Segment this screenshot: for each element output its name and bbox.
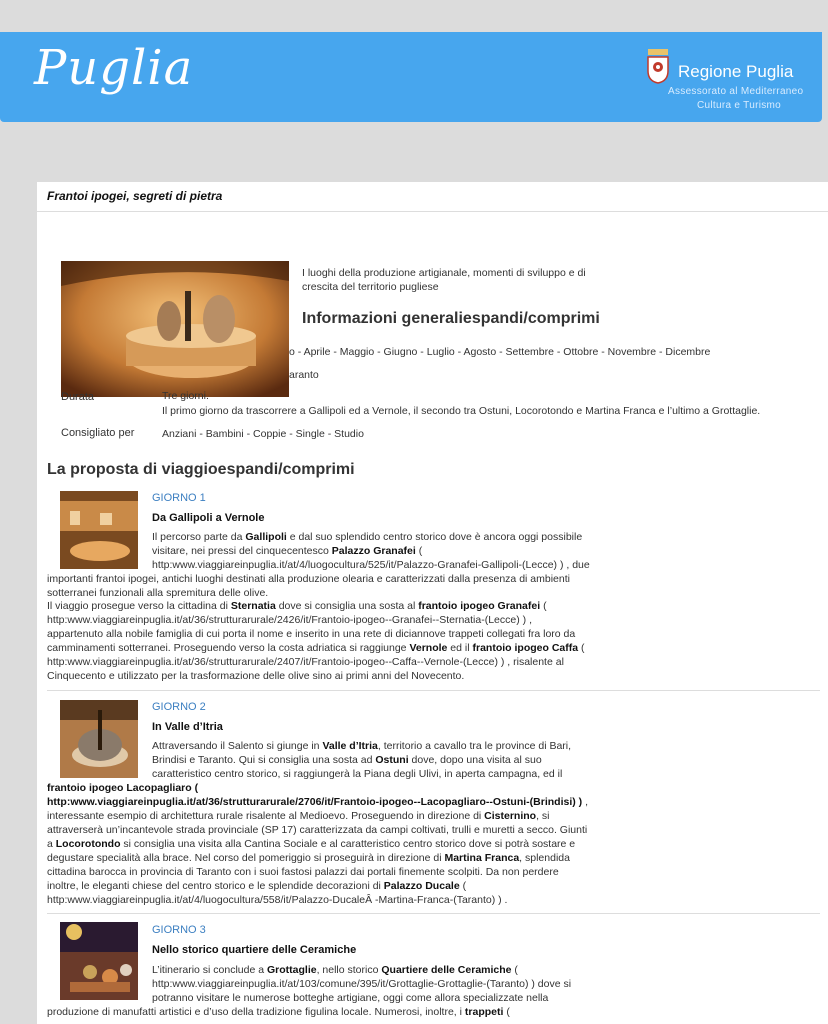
- divider: [47, 690, 820, 691]
- day2-link2[interactable]: http:www.viaggiareinpuglia.it/at/4/luogocultura/558/it/Palazzo-DucaleÂ -Martina-Franca-(Taranto) ) .: [47, 894, 508, 906]
- day2-line1: Attraversando il Salento si giunge in Valle d’Itria, territorio a cavallo tra le province di Bari,: [152, 740, 572, 752]
- consigliato-value: Anziani - Bambini - Coppie - Single - Studio: [162, 428, 364, 440]
- day1-link1[interactable]: http:www.viaggiareinpuglia.it/at/4/luogocultura/525/it/Palazzo-Granafei-Gallipoli-(Lecce) ) , due: [152, 559, 590, 571]
- day1-label[interactable]: GIORNO 1: [152, 492, 206, 504]
- day2-link1[interactable]: http:www.viaggiareinpuglia.it/at/36/strutturarurale/2706/it/Frantoio-ipogeo--Lacopagliaro--Ostuni-(Brindisi) ) ,: [47, 796, 588, 808]
- intro-text: I luoghi della produzione artigianale, momenti di sviluppo e di crescita del territorio pugliese: [302, 267, 586, 293]
- day2-line6: interessante esempio di architettura rurale risalente al Medioevo. Proseguendo in direzione di Cisternino, si: [47, 810, 550, 822]
- day2-line7: attraverserà un’incantevole strada provinciale (SP 17) caratterizzata da campi coltivati, trulli e muretti a secco. Giunti: [47, 824, 588, 836]
- day3-label[interactable]: GIORNO 3: [152, 924, 206, 936]
- day1-photo: [60, 491, 138, 569]
- durata-label: Durata: [61, 391, 95, 403]
- day2-photo: [60, 700, 138, 778]
- day1-line11: Cinquecento e utilizzato per la trasformazione delle olive sino ai primi anni del Novecento.: [47, 670, 465, 682]
- day1-line1: Il percorso parte da Gallipoli e dal suo splendido centro storico dove è ancora oggi possibile: [152, 531, 583, 543]
- page-title: Frantoi ipogei, segreti di pietra: [47, 189, 223, 203]
- durata-value: Tre giorni.: [162, 390, 209, 402]
- day1-line2: visitare, nei pressi del cinquecentesco Palazzo Granafei (: [152, 545, 423, 557]
- day1-line8: appartenuto alla nobile famiglia di cui porta il nome e inserito in una rete di diciannove trappeti collegati fra loro da: [47, 628, 576, 640]
- region-subtitle-1: Assessorato al Mediterraneo: [668, 86, 804, 97]
- day2-line11: inoltre, le eleganti chiese del centro storico e le splendide decorazioni di Palazzo Ducale (: [47, 880, 467, 892]
- day3-photo: [60, 922, 138, 1000]
- day2-line9: degustare specialità alla brace. Nel corso del pomeriggio si proseguirà in direzione di Martina Franca, splendida: [47, 852, 570, 864]
- puglia-logo[interactable]: Puglia: [34, 40, 194, 96]
- info-heading[interactable]: Informazioni generaliespandi/comprimi: [302, 310, 600, 327]
- day1-line4: importanti frantoi ipogei, antichi luoghi destinati alla produzione olearia e caratterizzati dalla presenza di ambienti: [47, 573, 570, 585]
- day1-line9: camminamenti sotterranei. Proseguendo verso la costa adriatica si raggiunge Vernole ed il frantoio ipogeo Caffa (: [47, 642, 585, 654]
- place-text: aranto: [289, 369, 319, 381]
- day2-line10: cittadina barocca in provincia di Taranto con i suoi fastosi palazzi dai portali finemente scolpiti. Da non perdere: [47, 866, 559, 878]
- day2-line8: a Locorotondo si consiglia una visita alla Cantina Sociale e al caratteristico centro storico dove si potrà sostare e: [47, 838, 576, 850]
- day1-link2[interactable]: http:www.viaggiareinpuglia.it/at/36/strutturarurale/2426/it/Frantoio-ipogeo--Granafei--Sternatia-(Lecce) ) ,: [47, 614, 532, 626]
- day2-label[interactable]: GIORNO 2: [152, 701, 206, 713]
- day1-line6: Il viaggio prosegue verso la cittadina di Sternatia dove si consiglia una sosta al frantoio ipogeo Granafei (: [47, 600, 547, 612]
- day3-line4: produzione di manufatti artistici e d’uso della tradizione figulina locale. Numerosi, inoltre, i trappeti (: [47, 1006, 510, 1018]
- day1-link3[interactable]: http:www.viaggiareinpuglia.it/at/36/strutturarurale/2407/it/Frantoio-ipogeo--Caffa--Vernole-(Lecce) ) , risalente al: [47, 656, 564, 668]
- durata-detail: Il primo giorno da trascorrere a Gallipoli ed a Vernole, il secondo tra Ostuni, Locorotondo e Martina Franca e l’ultimo a Grottaglie.: [162, 405, 761, 417]
- day1-line5: sotterranei funzionali alla spremitura delle olive.: [47, 587, 269, 599]
- consigliato-label: Consigliato per: [61, 427, 135, 439]
- day1-subtitle: Da Gallipoli a Vernole: [152, 512, 265, 524]
- day2-line3: caratteristico centro storico, si raggiungerà la Piana degli Ulivi, in aperta campagna, ed il: [152, 768, 563, 780]
- day3-line1: L’itinerario si conclude a Grottaglie, nello storico Quartiere delle Ceramiche (: [152, 964, 518, 976]
- region-subtitle-2: Cultura e Turismo: [697, 100, 782, 111]
- day2-line2: Brindisi e Taranto. Qui si consiglia una sosta ad Ostuni dove, dopo una visita al suo: [152, 754, 542, 766]
- region-title[interactable]: Regione Puglia: [678, 62, 794, 81]
- day2-subtitle: In Valle d’Itria: [152, 721, 223, 733]
- divider: [47, 913, 820, 914]
- months-text: o - Aprile - Maggio - Giugno - Luglio - Agosto - Settembre - Ottobre - Novembre - Dicembre: [289, 346, 711, 358]
- proposta-heading[interactable]: La proposta di viaggioespandi/comprimi: [47, 461, 355, 478]
- day3-line3: potranno visitare le numerose botteghe artigiane, oggi come allora specializzate nella: [152, 992, 549, 1004]
- day3-link1[interactable]: http:www.viaggiareinpuglia.it/at/103/comune/395/it/Grottaglie-Grottaglie-(Taranto) ) dove si: [152, 978, 572, 990]
- region-seal-icon: [645, 47, 671, 85]
- olive-mill-photo: [61, 261, 289, 397]
- day2-line4: frantoio ipogeo Lacopagliaro (: [47, 782, 199, 794]
- day3-subtitle: Nello storico quartiere delle Ceramiche: [152, 944, 357, 956]
